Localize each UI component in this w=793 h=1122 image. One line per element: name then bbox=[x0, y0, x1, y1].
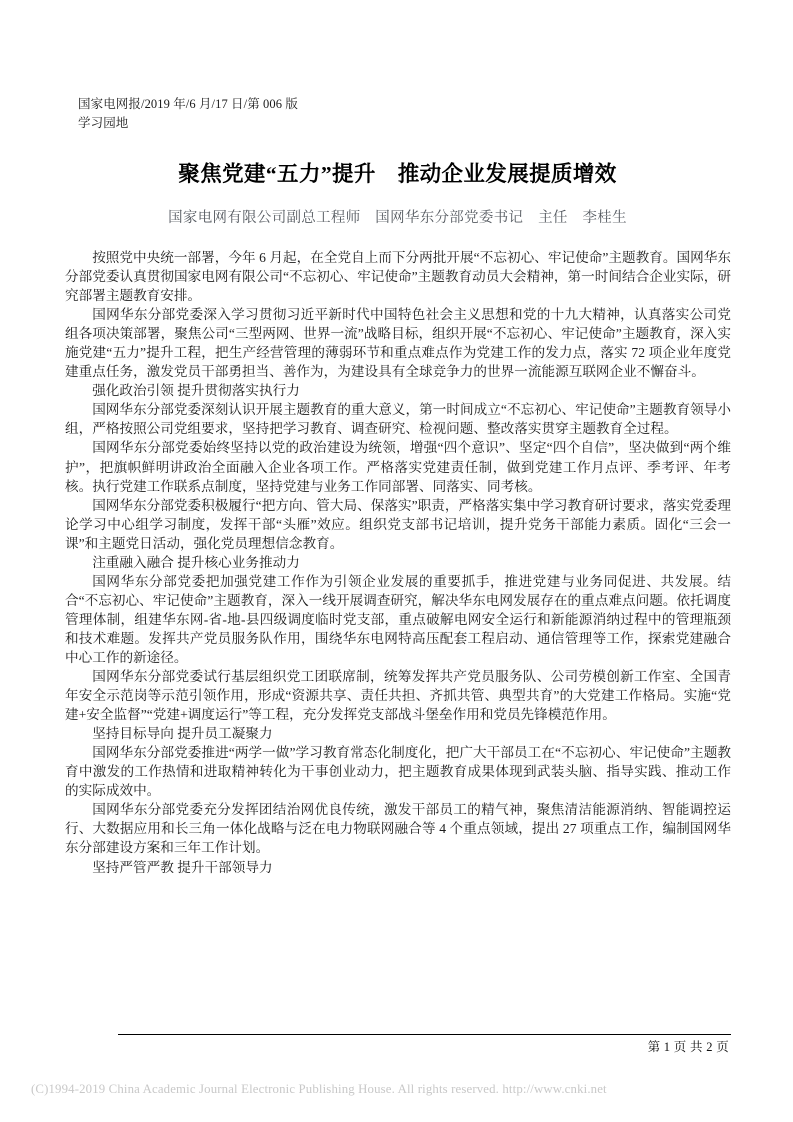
body-paragraph: 按照党中央统一部署，今年 6 月起，在全党自上而下分两批开展“不忘初心、牢记使命”主题教育。国网华东分部党委认真贯彻国家电网有限公司“不忘初心、牢记使命”主题教育动员大会精神，第一时间结合企业实际，研究部署主题教育安排。 bbox=[65, 250, 731, 304]
body-paragraph: 国网华东分部党委推进“两学一做”学习教育常态化制度化，把广大干部员工在“不忘初心、牢记使命”主题教育中激发的工作热情和进取精神转化为干事创业动力，把主题教育成果体现到武装头脑、指导实践、推动工作的实际成效中。 bbox=[65, 745, 731, 799]
article-body bbox=[65, 248, 731, 877]
body-paragraph: 国网华东分部党委积极履行“把方向、管大局、保落实”职责，严格落实集中学习教育研讨要求，落实党委理论学习中心组学习制度，发挥干部“头雁”效应。组织党支部书记培训，提升党务干部能力素质。固化“三会一课”和主题党日活动，强化党员理想信念教育。 bbox=[65, 497, 731, 551]
section-subheading: 坚持严管严教 提升干部领导力 bbox=[92, 859, 273, 875]
body-paragraph: 国网华东分部党委充分发挥团结治网优良传统，激发干部员工的精气神，聚焦清洁能源消纳、智能调控运行、大数据应用和长三角一体化战略与泛在电力物联网融合等 4 个重点领域，提出 27 项重点工作，编制国网华东分部建设方案和三年工作计划。 bbox=[65, 802, 731, 856]
body-paragraph: 国网华东分部党委始终坚持以党的政治建设为统领，增强“四个意识”、坚定“四个自信”，坚决做到“两个维护”，把旗帜鲜明讲政治全面融入企业各项工作。严格落实党建责任制，做到党建工作月点评、季考评、年考核。执行党建工作联系点制度，坚持党建与业务工作同部署、同落实、同考核。 bbox=[65, 440, 731, 494]
body-paragraph: 国网华东分部党委试行基层组织党工团联席制，统筹发挥共产党员服务队、公司劳模创新工作室、全国青年安全示范岗等示范引领作用，形成“资源共享、责任共担、齐抓共管、典型共育”的大党建工作格局。实施“党建+安全监督”“党建+调度运行”等工程，充分发挥党支部战斗堡垒作用和党员先锋模范作用。 bbox=[65, 669, 731, 723]
copyright-notice: (C)1994-2019 China Academic Journal Electronic Publishing House. All rights reserved. http://www.cnki.net bbox=[31, 1082, 607, 1096]
body-paragraph: 国网华东分部党委深入学习贯彻习近平新时代中国特色社会主义思想和党的十九大精神，认真落实公司党组各项决策部署，聚焦公司“三型两网、世界一流”战略目标，组织开展“不忘初心、牢记使命”主题教育，深入实施党建“五力”提升工程，把生产经营管理的薄弱环节和重点难点作为党建工作的发力点，落实 72 项企业年度党建重点任务，激发党员干部勇担当、善作为，为建设具有全球竞争力的世界一流能源互联网企业不懈奋斗。 bbox=[65, 307, 731, 380]
masthead bbox=[78, 95, 698, 133]
section-subheading: 坚持目标导向 提升员工凝聚力 bbox=[92, 726, 273, 742]
masthead-section: 学习园地 bbox=[78, 116, 129, 130]
masthead-source-line: 国家电网报/2019 年/6 月/17 日/第 006 版 bbox=[78, 97, 298, 111]
page-title: 聚焦党建“五力”提升 推动企业发展提质增效 bbox=[178, 162, 617, 186]
section-subheading: 注重融入融合 提升核心业务推动力 bbox=[92, 554, 300, 570]
body-paragraph: 国网华东分部党委把加强党建工作作为引领企业发展的重要抓手，推进党建与业务同促进、共发展。结合“不忘初心、牢记使命”主题教育，深入一线开展调查研究，解决华东电网发展存在的重点难点问题。依托调度管理体制，组建华东网-省-地-县四级调度临时党支部，重点破解电网安全运行和新能源消纳过程中的管理瓶颈和技术难题。发挥共产党员服务队作用，围绕华东电网特高压配套工程启动、通信管理等工作，探索党建融合中心工作的新途径。 bbox=[65, 573, 731, 665]
page-footer bbox=[118, 1034, 731, 1058]
byline: 国家电网有限公司副总工程师 国网华东分部党委书记 主任 李桂生 bbox=[168, 210, 627, 226]
page-indicator: 第 1 页 共 2 页 bbox=[647, 1040, 729, 1054]
body-paragraph: 国网华东分部党委深刻认识开展主题教育的重大意义，第一时间成立“不忘初心、牢记使命”主题教育领导小组，严格按照公司党组要求，坚持把学习教育、调查研究、检视问题、整改落实贯穿主题教育全过程。 bbox=[65, 402, 731, 437]
section-subheading: 强化政治引领 提升贯彻落实执行力 bbox=[92, 383, 300, 399]
